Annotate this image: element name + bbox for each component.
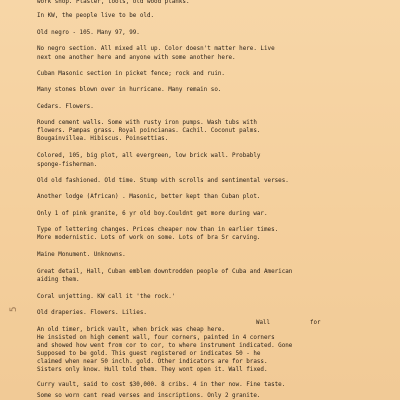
text-line: Some so worn cant read verses and inscriptions. Only 2 granite. — [37, 393, 261, 399]
text-line: Old old fashioned. Old time. Stump with scrolls and sentimental verses. — [37, 178, 289, 184]
text-line: Supposed to be gold. This guest registered or indicates 50 - he — [37, 351, 261, 357]
text-line: Maine Monument. Unknowns. — [37, 252, 126, 258]
margin-note: Wall — [256, 320, 270, 326]
text-line: flowers. Pampas grass. Royal poincianas. Cachil. Coconut palms. — [37, 128, 261, 134]
page-number: 5 — [9, 306, 19, 312]
text-line: In KW, the people live to be old. — [37, 13, 155, 19]
text-line: aiding them. — [37, 277, 80, 283]
text-line: and showed how went from cor to cor, to where instrument indicated. Gone — [37, 343, 293, 349]
text-line: Type of lettering changes. Prices cheaper now than in earlier times. — [37, 227, 279, 233]
text-line: Only 1 of pink granite, 6 yr old boy.Couldnt get more during war. — [37, 211, 268, 217]
text-line: Coral unjetting. KW call it 'the rock.' — [37, 294, 176, 300]
text-line: More modernistic. Lots of work on some. Lots of bra Sr carving. — [37, 235, 261, 241]
text-line: Cuban Masonic section in picket fence; rock and ruin. — [37, 71, 225, 77]
text-line: Great detail, Hall, Cuban emblem downtrodden people of Cuba and American — [37, 269, 293, 275]
text-line: sponge-fisherman. — [37, 162, 98, 168]
text-line: claimed when near 50 inclh. gold. Other indicators are for brass. — [37, 359, 268, 365]
text-line: No negro section. All mixed all up. Color doesn't matter here. Live — [37, 46, 275, 52]
text-line: Colored, 105, big plot, all evergreen, low brick wall. Probably — [37, 153, 261, 159]
text-line: Cedars. Flowers. — [37, 104, 94, 110]
text-line: Round cement walls. Some with rusty iron pumps. Wash tubs with — [37, 120, 257, 126]
text-line: Old draperies. Flowers. Lilies. — [37, 310, 147, 316]
text-line: Sisters only know. Hull told them. They wont open it. Wall fixed. — [37, 367, 268, 373]
text-line: Bougainvillea. Hibiscus. Poinsettias. — [37, 136, 169, 142]
text-line: An old timer, brick vault, when brick was cheap here. — [37, 327, 225, 333]
text-line: Old negro - 105. Many 97, 99. — [37, 30, 140, 36]
text-line: work shop. Plaster, tools, old wood planks. — [37, 0, 190, 5]
insertion-note: for — [310, 320, 321, 326]
text-line: Another lodge (African) . Masonic, better kept than Cuban plot. — [37, 194, 261, 200]
text-line: Curry vault, said to cost $30,000. 8 cribs. 4 in ther now. Fine taste. — [37, 382, 286, 388]
text-line: Many stones blown over in hurricane. Many remain so. — [37, 87, 222, 93]
text-line: next one another here and anyone with some another here. — [37, 55, 236, 61]
text-line: He insisted on high cement wall, four corners, painted in 4 corners — [37, 335, 275, 341]
